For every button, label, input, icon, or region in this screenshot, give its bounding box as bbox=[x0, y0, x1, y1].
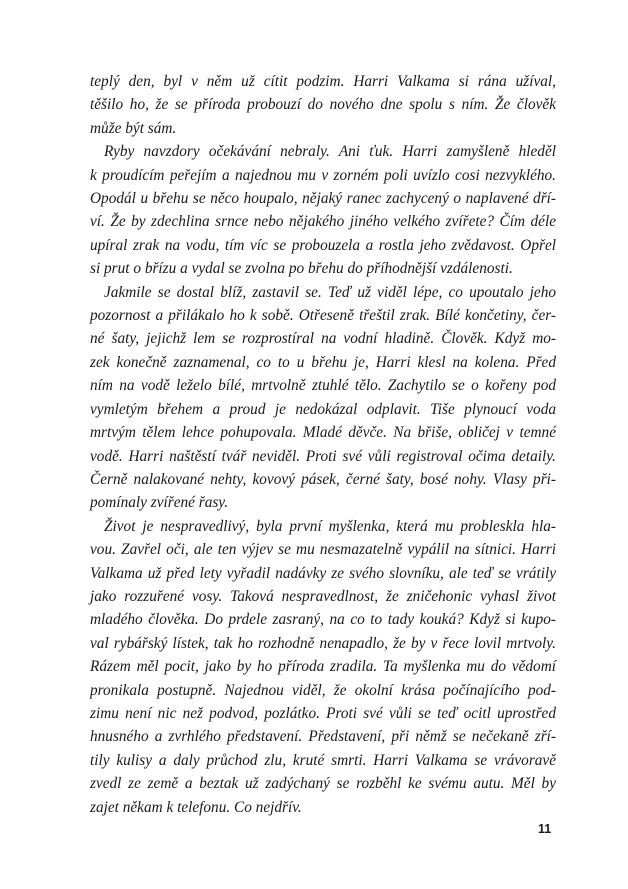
text-line: pronikala postupně. Najednou viděl, že okolní krása počínajícího pod- bbox=[90, 681, 556, 699]
text-line: ním na vodě leželo bílé, mrtvolně ztuhlé tělo. Zachytilo se o kořeny pod bbox=[90, 377, 556, 395]
text-line: Ryby navzdory očekávání nebraly. Ani ťuk. Harri zamyšleně hleděl bbox=[104, 143, 556, 161]
text-line: upíral zrak na vodu, tím víc se probouzela a rostla jeho zvědavost. Opřel bbox=[90, 236, 556, 254]
text-line: jako rozzuřené vosy. Taková nespravedlnost, že zničehonic vyhasl život bbox=[90, 587, 556, 605]
text-line: si prut o břízu a vydal se zvolna po břehu do příhodnější vzdálenosti. bbox=[90, 260, 513, 278]
text-line: mladého člověka. Do prdele zasraný, na co to tady kouká? Když si kupo- bbox=[90, 611, 556, 629]
text-line: hnusného a zvrhlého představení. Představení, při němž se nečekaně zří- bbox=[90, 728, 556, 746]
text-line: zajet někam k telefonu. Co nejdřív. bbox=[90, 798, 302, 816]
body-text bbox=[90, 70, 556, 819]
text-line: ví. Že by zdechlina srnce nebo nějakého jiného velkého zvířete? Čím déle bbox=[90, 213, 556, 231]
paragraph bbox=[90, 70, 556, 140]
text-line: Život je nespravedlivý, byla první myšlenka, která mu probleskla hla- bbox=[104, 517, 556, 535]
text-line: tily kulisy a daly průchod zlu, kruté smrti. Harri Valkama se vrávoravě bbox=[90, 751, 556, 769]
text-line: těšilo ho, že se příroda probouzí do nového dne spolu s ním. Že člověk bbox=[90, 96, 556, 114]
text-line: vou. Zavřel oči, ale ten výjev se mu nesmazatelně vypálil na sítnici. Harri bbox=[90, 541, 556, 559]
text-line: né šaty, jejichž lem se rozprostíral na vodní hladině. Člověk. Když mo- bbox=[90, 330, 556, 348]
paragraph bbox=[90, 140, 556, 280]
page-number: 11 bbox=[538, 822, 552, 836]
text-line: Valkama už před lety vyřadil nadávky ze svého slovníku, ale teď se vrátily bbox=[90, 564, 556, 582]
text-line: zek konečně zaznamenal, co to u břehu je, Harri klesl na kolena. Před bbox=[90, 353, 556, 371]
paragraph bbox=[90, 515, 556, 819]
paragraph bbox=[90, 281, 556, 515]
text-line: Opodál u břehu se něco houpalo, nějaký ranec zachycený o naplavené dří- bbox=[90, 190, 556, 208]
text-line: mrtvým tělem lehce pohupovala. Mladé děvče. Na břiše, obličej v temné bbox=[90, 424, 556, 442]
text-line: pomínaly zvířené řasy. bbox=[90, 494, 229, 512]
text-line: Rázem měl pocit, jako by ho příroda zradila. Ta myšlenka mu do vědomí bbox=[90, 658, 556, 676]
text-line: vodě. Harri naštěstí tvář neviděl. Proti své vůli registroval očima detaily. bbox=[90, 447, 556, 465]
text-line: zvedl ze země a beztak už zadýchaný se rozběhl ke svému autu. Měl by bbox=[90, 775, 556, 793]
text-line: zimu není nic než podvod, pozlátko. Proti své vůli se teď ocitl uprostřed bbox=[90, 704, 556, 722]
text-line: vymletým břehem a proud je nedokázal odplavit. Tiše plynoucí voda bbox=[90, 400, 556, 418]
text-line: val rybářský lístek, tak ho rozhodně nenapadlo, že by v řece lovil mrtvoly. bbox=[90, 634, 556, 652]
text-line: může být sám. bbox=[90, 119, 177, 137]
text-line: teplý den, byl v něm už cítit podzim. Harri Valkama si rána užíval, bbox=[90, 73, 556, 90]
text-line: pozornost a přilákalo ho k sobě. Otřeseně třeštil zrak. Bílé končetiny, čer- bbox=[90, 307, 556, 325]
text-line: Jakmile se dostal blíž, zastavil se. Teď už viděl lépe, co upoutalo jeho bbox=[104, 283, 556, 301]
text-line: Černě nalakované nehty, kovový pásek, černé šaty, bosé nohy. Vlasy při- bbox=[90, 470, 556, 488]
text-line: k proudícím peřejím a najednou mu v zorném poli uvízlo cosi nezvyklého. bbox=[90, 166, 556, 184]
